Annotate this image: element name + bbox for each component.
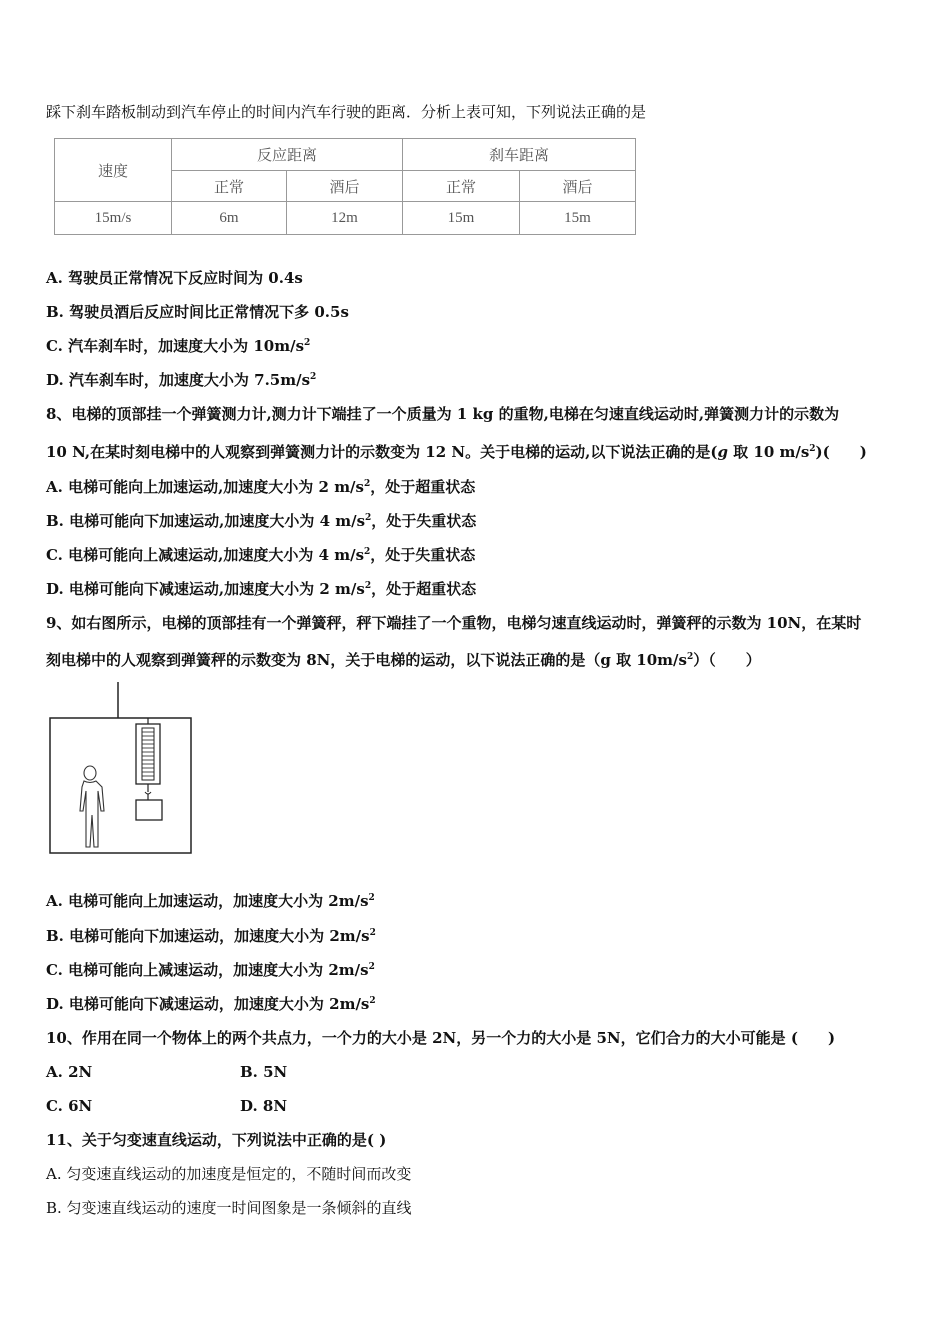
table-cell-speed: 15m/s <box>55 202 172 235</box>
speed-distance-table <box>54 138 636 235</box>
q11-stem: 11、关于匀变速直线运动，下列说法中正确的是( ) <box>46 1131 387 1149</box>
q9-stem-line2: 刻电梯中的人观察到弹簧秤的示数变为 8N，关于电梯的运动，以下说法正确的是（g 取 $10m/s^2$）（ ） <box>46 651 761 669</box>
q10-option-c: C. 6N <box>46 1097 93 1115</box>
q9-option-d: D. 电梯可能向下减速运动，加速度大小为 $2m/s^2$ <box>46 995 376 1013</box>
q10-option-b: B. 5N <box>240 1063 288 1081</box>
braking-normal-header: 正常 <box>403 171 520 202</box>
q7-option-a: A. 驾驶员正常情况下反应时间为 0.4s <box>46 269 303 287</box>
q8-option-c: C. 电梯可能向上减速运动,加速度大小为 4 $m/s^2$，处于失重状态 <box>46 546 476 564</box>
speed-header: 速度 <box>55 139 172 202</box>
braking-drunk-header: 酒后 <box>520 171 636 202</box>
q8-option-a: A. 电梯可能向上加速运动,加速度大小为 2 $m/s^2$，处于超重状态 <box>46 478 476 496</box>
braking-distance-header: 刹车距离 <box>403 139 636 171</box>
elevator-figure <box>48 680 198 864</box>
table-cell-braking-normal: 15m <box>403 202 520 235</box>
q10-option-a: A. 2N <box>46 1063 93 1081</box>
q9-option-b: B. 电梯可能向下加速运动，加速度大小为 $2m/s^2$ <box>46 927 376 945</box>
table-cell-braking-drunk: 15m <box>520 202 636 235</box>
table-cell-reaction-normal: 6m <box>172 202 287 235</box>
q10-stem: 10、作用在同一个物体上的两个共点力，一个力的大小是 2N，另一个力的大小是 5N，它们合力的大小可能是 ( ) <box>46 1029 836 1047</box>
reaction-drunk-header: 酒后 <box>287 171 403 202</box>
q8-option-b: B. 电梯可能向下加速运动,加速度大小为 4 $m/s^2$，处于失重状态 <box>46 512 477 530</box>
person-icon <box>80 766 104 847</box>
spring-scale-icon <box>136 718 160 800</box>
q11-option-a: A. 匀变速直线运动的加速度是恒定的，不随时间而改变 <box>46 1165 412 1183</box>
q7-option-b: B. 驾驶员酒后反应时间比正常情况下多 0.5s <box>46 303 349 321</box>
q9-option-a: A. 电梯可能向上加速运动，加速度大小为 $2m/s^2$ <box>46 892 375 910</box>
weight-block-icon <box>136 800 162 820</box>
q8-option-d: D. 电梯可能向下减速运动,加速度大小为 2 $m/s^2$，处于超重状态 <box>46 580 477 598</box>
q7-option-d: D. 汽车刹车时，加速度大小为 $7.5m/s^2$ <box>46 371 317 389</box>
q7-option-c: C. 汽车刹车时，加速度大小为 $10m/s^2$ <box>46 337 311 355</box>
q9-stem-line1: 9、如右图所示，电梯的顶部挂有一个弹簧秤，秤下端挂了一个重物，电梯匀速直线运动时，弹簧秤的示数为 10N，在某时 <box>46 614 862 632</box>
intro-text: 踩下刹车踏板制动到汽车停止的时间内汽车行驶的距离．分析上表可知，下列说法正确的是 <box>46 103 647 121</box>
table-cell-reaction-drunk: 12m <box>287 202 403 235</box>
q11-option-b: B. 匀变速直线运动的速度一时间图象是一条倾斜的直线 <box>46 1199 412 1217</box>
reaction-normal-header: 正常 <box>172 171 287 202</box>
q9-option-c: C. 电梯可能向上减速运动，加速度大小为 $2m/s^2$ <box>46 961 375 979</box>
q8-stem-line2: 10 N,在某时刻电梯中的人观察到弹簧测力计的示数变为 12 N。关于电梯的运动,以下说法正确的是(g 取 10 $m/s^2$)( ) <box>46 443 867 461</box>
reaction-distance-header: 反应距离 <box>172 139 403 171</box>
q10-option-d: D. 8N <box>240 1097 288 1115</box>
q8-stem-line1: 8、电梯的顶部挂一个弹簧测力计,测力计下端挂了一个质量为 1 kg 的重物,电梯在匀速直线运动时,弹簧测力计的示数为 <box>46 405 840 423</box>
